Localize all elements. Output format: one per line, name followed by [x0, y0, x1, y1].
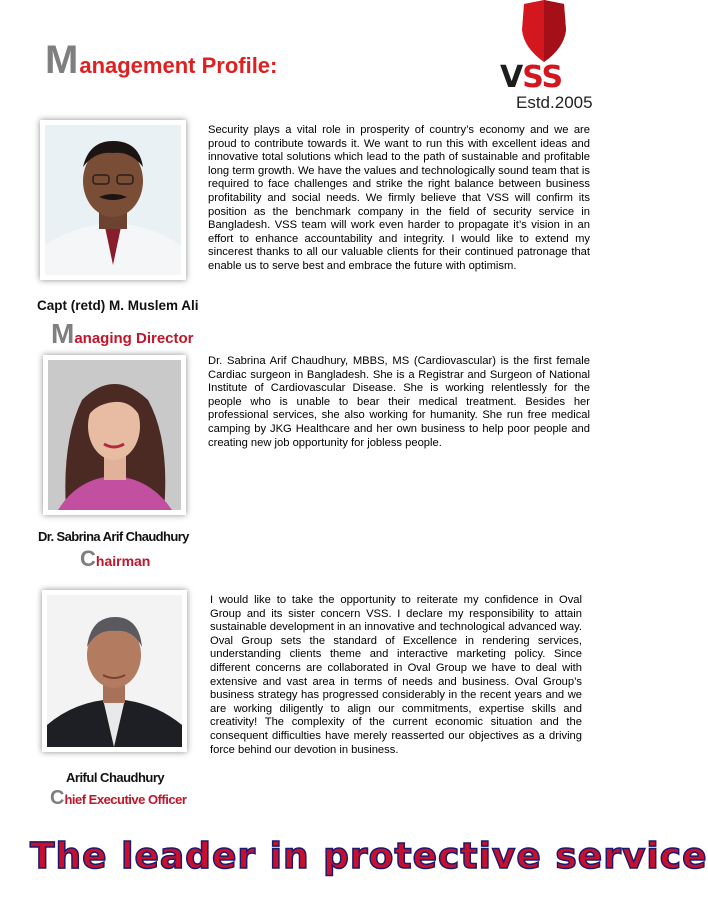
profile-3-paragraph: I would like to take the opportunity to reiterate my confidence in Oval Group and its sister concern VSS. I declare my responsibility to attain sustainable development in an innovative and technological advanced way. Oval Group sets the standard of Excellence in rendering services, understanding clients theme and interactive marketing policy. Since different concerns are collaborated in Oval Group we have to deal with extensive and vast area in terms of needs and business. Oval Group’s business strategy has progressed considerably in the recent years and we are working diligently to align our commitments, expertise skills and creativity! The complexity of the current economic situation and the consequent difficulties have merely reasserted our objectives as a driving force behind our devotion in business.	[210, 594, 582, 756]
profile-3-role	[50, 787, 186, 810]
profile-photo-3	[42, 590, 187, 752]
profile-1-role-rest: anaging Director	[74, 330, 194, 347]
profile-1-name: Capt (retd) M. Muslem Ali	[37, 298, 199, 313]
profile-1-role	[51, 318, 194, 350]
profile-1-role-initial: M	[51, 318, 75, 349]
footer-slogan: The leader in protective service	[30, 836, 708, 877]
page-title-initial: M	[45, 38, 79, 82]
profile-3-name: Ariful Chaudhury	[66, 770, 165, 785]
logo-tagline: Estd.2005	[516, 93, 593, 112]
page-title-rest: anagement Profile:	[79, 53, 278, 78]
profile-1-paragraph: Security plays a vital role in prosperity of country’s economy and we are proud to contribute towards it. We want to run this with excellent ideas and innovative total solutions which lead to the path of sustainable and profitable long term growth. We have the values and technologically sound team that is required to face challenges and strike the right balance between business profitability and social needs. We firmly believe that VSS will confirm its position as the benchmark company in the field of security service in Bangladesh. VSS team will work even harder to propagate it’s vision in an effort to enhance accountability and integrity. I would like to extend my sincerest thanks to all our valuable clients for their continued patronage that enable us to serve best and embrace the future with optimism.	[208, 124, 590, 272]
profile-2-role-initial: C	[80, 546, 96, 571]
profile-photo-2	[43, 355, 186, 515]
profile-2-role	[80, 546, 150, 572]
profile-2-role-rest: hairman	[95, 553, 151, 569]
profile-3-role-rest: hief Executive Officer	[64, 792, 187, 807]
profile-3-role-initial: C	[50, 787, 65, 809]
portrait-photo-icon	[48, 360, 181, 510]
profile-photo-1	[40, 120, 186, 280]
profile-2-paragraph: Dr. Sabrina Arif Chaudhury, MBBS, MS (Cardiovascular) is the first female Cardiac surgeon in Bangladesh. She is a Registrar and Surgeon of National Institute of Cardiovascular Disease. She is working relentlessly for the people who is unable to bear their medical treatment. Besides her professional services, she also working for humanity. She run free medical camping by JKG Healthcare and her own business to help poor people and creating new job opportunity for jobless people.	[208, 355, 590, 449]
logo-letters: VSS	[500, 60, 563, 95]
vss-logo	[494, 0, 594, 116]
portrait-photo-icon	[45, 125, 181, 275]
page-title	[45, 38, 277, 83]
profile-2-name: Dr. Sabrina Arif Chaudhury	[38, 529, 189, 544]
portrait-photo-icon	[47, 595, 182, 747]
